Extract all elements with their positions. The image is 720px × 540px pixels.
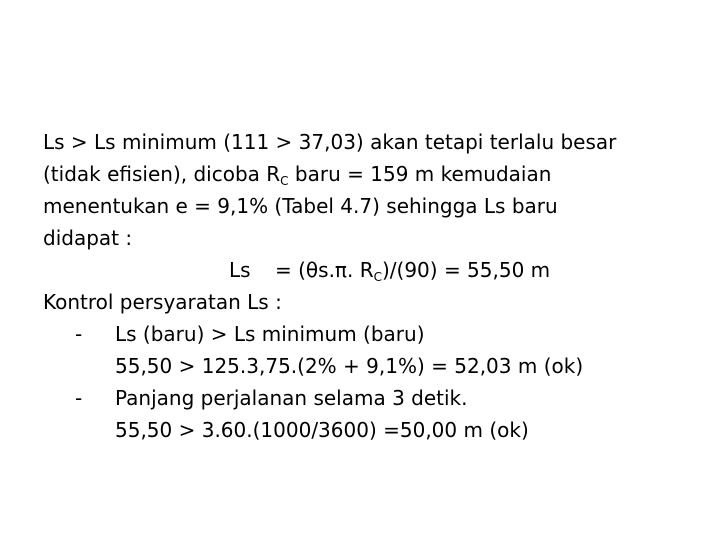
paragraph-line-4-text: didapat : xyxy=(43,226,133,250)
control-item-1-detail-text: 55,50 > 125.3,75.(2% + 9,1%) = 52,03 m (ok) xyxy=(115,354,584,378)
control-item-1 xyxy=(43,318,703,350)
control-heading-text: Kontrol persyaratan Ls : xyxy=(43,290,282,314)
paragraph-line-2 xyxy=(43,158,703,190)
paragraph-line-1 xyxy=(43,126,703,158)
bullet-dash: - xyxy=(75,322,83,346)
bullet-dash: - xyxy=(75,386,83,410)
radius-subscript: C xyxy=(280,174,289,188)
paragraph-line-2-pre: (tidak efisien), dicoba R xyxy=(43,162,281,186)
control-item-1-text: Ls (baru) > Ls minimum (baru) xyxy=(115,322,425,346)
control-heading xyxy=(43,286,703,318)
paragraph-line-3 xyxy=(43,190,703,222)
slide-content xyxy=(43,126,703,446)
paragraph-line-4 xyxy=(43,222,703,254)
control-item-2 xyxy=(43,382,703,414)
paragraph-line-2-post: baru = 159 m kemudaian xyxy=(288,162,552,186)
formula-line xyxy=(43,254,703,286)
paragraph-line-3-text: menentukan e = 9,1% (Tabel 4.7) sehingga Ls baru xyxy=(43,194,558,218)
control-item-2-text: Panjang perjalanan selama 3 detik. xyxy=(115,386,468,410)
formula-subscript: C xyxy=(373,270,382,284)
paragraph-line-1-text: Ls > Ls minimum (111 > 37,03) akan tetapi terlalu besar xyxy=(43,130,617,154)
formula-label: Ls xyxy=(229,258,251,282)
control-item-1-detail xyxy=(43,350,703,382)
control-item-2-detail xyxy=(43,414,703,446)
formula-post: )/(90) = 55,50 m xyxy=(381,258,551,282)
formula-pre: = (θs.π. R xyxy=(275,258,374,282)
control-item-2-detail-text: 55,50 > 3.60.(1000/3600) =50,00 m (ok) xyxy=(115,418,529,442)
